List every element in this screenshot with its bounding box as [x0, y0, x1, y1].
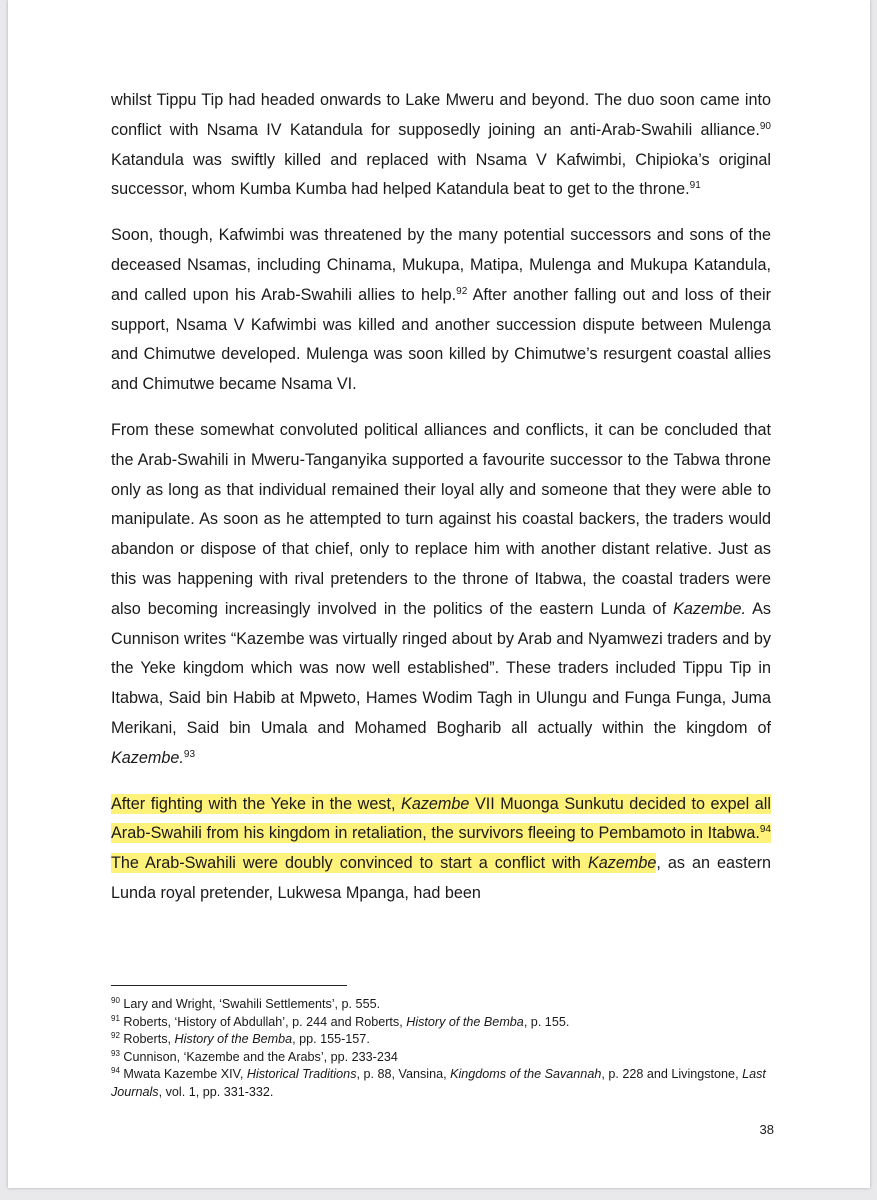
- footnote-91: [111, 1014, 771, 1032]
- text: After another falling out and loss of their support, Nsama V Kafwimbi was killed and another succession dispute between Mulenga and Chimutwe developed. Mulenga was soon killed by Chimutwe’s resurgent coastal allies and Chimutwe became Nsama VI.: [111, 285, 771, 394]
- paragraph-1: [111, 86, 771, 205]
- footnote-text: Mwata Kazembe XIV,: [119, 1067, 247, 1082]
- footnote-text: Lary and Wright, ‘Swahili Settlements’, p. 555.: [119, 997, 381, 1011]
- footnote-italic: History of the Bemba: [406, 1014, 524, 1029]
- text: As Cunnison writes “Kazembe was virtually ringed about by Arab and Nyamwezi traders and by the Yeke kingdom which was now well established”. These traders included Tippu Tip in Itabwa, Said bin Habib at Mpweto, Hames Wodim Tagh in Ulungu and Funga Funga, Juma Merikani, Said bin Umala and Mohamed Bogharib all actually within the kingdom of: [111, 599, 772, 737]
- paragraph-3: [111, 416, 771, 774]
- footnote-text: Roberts, ‘History of Abdullah’, p. 244 and Roberts,: [119, 1014, 407, 1029]
- footnote-number: 92: [111, 1031, 120, 1041]
- page-number: 38: [759, 1122, 774, 1137]
- italic-text: Kazembe.: [673, 599, 746, 618]
- footnote-ref-90[interactable]: 90: [759, 120, 771, 132]
- footnote-italic: History of the Bemba: [174, 1032, 293, 1047]
- footnote-90: [111, 996, 771, 1014]
- footnote-number: 90: [111, 996, 120, 1005]
- footnote-text: Roberts,: [119, 1032, 175, 1047]
- footnote-text: , pp. 155-157.: [292, 1032, 370, 1047]
- footnote-92: [111, 1031, 771, 1049]
- footnote-ref-94[interactable]: 94: [759, 824, 771, 836]
- footnote-ref-91[interactable]: 91: [689, 180, 701, 192]
- footnote-italic: Kingdoms of the Savannah: [450, 1067, 602, 1082]
- italic-text: Kazembe: [401, 794, 470, 813]
- text: Katandula was swiftly killed and replaced with Nsama V Kafwimbi, Chipioka’s original successor, whom Kumba Kumba had helped Katandula beat to get to the throne.: [111, 150, 771, 199]
- footnote-text: , p. 155.: [523, 1014, 570, 1029]
- footnote-93: [111, 1049, 771, 1067]
- footnote-italic: Last Journals: [111, 1067, 766, 1099]
- italic-text: Kazembe.: [111, 748, 184, 767]
- text: The Arab-Swahili were doubly convinced to start a conflict with: [111, 854, 588, 873]
- document-page: [8, 0, 870, 1188]
- footnote-number: 91: [111, 1013, 120, 1023]
- footnotes: [111, 996, 771, 1102]
- footnote-text: , p. 228 and Livingstone,: [601, 1067, 743, 1082]
- text: Soon, though, Kafwimbi was threatened by the many potential successors and sons of the deceased Nsamas, including Chinama, Mukupa, Matipa, Mulenga and Mukupa Katandula, and called upon his Arab-Swahili allies to help.: [111, 226, 771, 304]
- footnote-number: 93: [111, 1048, 120, 1058]
- paragraph-2: [111, 221, 771, 400]
- footnote-text: Cunnison, ‘Kazembe and the Arabs’, pp. 233-234: [119, 1049, 398, 1064]
- text: From these somewhat convoluted political alliances and conflicts, it can be concluded that the Arab-Swahili in Mweru-Tanganyika supported a favourite successor to the Tabwa throne only as long as that individual remained their loyal ally and someone that they were able to manipulate. As soon as he attempted to turn against his coastal backers, the traders would abandon or dispose of that chief, only to replace him with another distant relative. Just as this was happening with rival pretenders to the throne of Itabwa, the coastal traders were also becoming increasingly involved in the politics of the eastern Lunda of: [111, 420, 771, 618]
- footnote-text: , p. 88, Vansina,: [356, 1067, 451, 1082]
- text: VII Muonga Sunkutu decided to expel all Arab-Swahili from his kingdom in retaliation, the survivors fleeing to Pembamoto in Itabwa.: [111, 794, 771, 843]
- text: whilst Tippu Tip had headed onwards to Lake Mweru and beyond. The duo soon came into conflict with Nsama IV Katandula for supposedly joining an anti-Arab-Swahili alliance.: [111, 91, 771, 139]
- italic-text: Kazembe: [587, 854, 657, 873]
- body-text: [111, 86, 771, 925]
- text: After fighting with the Yeke in the west,: [111, 794, 402, 813]
- footnote-number: 94: [111, 1066, 120, 1076]
- footnote-divider: [111, 985, 347, 986]
- footnote-text: , vol. 1, pp. 331-332.: [158, 1084, 274, 1099]
- footnote-94: [111, 1066, 771, 1101]
- footnote-ref-92[interactable]: 92: [456, 285, 468, 297]
- footnote-italic: Historical Traditions: [246, 1067, 357, 1082]
- text: , as an eastern Lunda royal pretender, Lukwesa Mpanga, had been: [111, 854, 771, 902]
- paragraph-4-highlighted: [111, 790, 771, 909]
- footnote-ref-93[interactable]: 93: [183, 748, 196, 760]
